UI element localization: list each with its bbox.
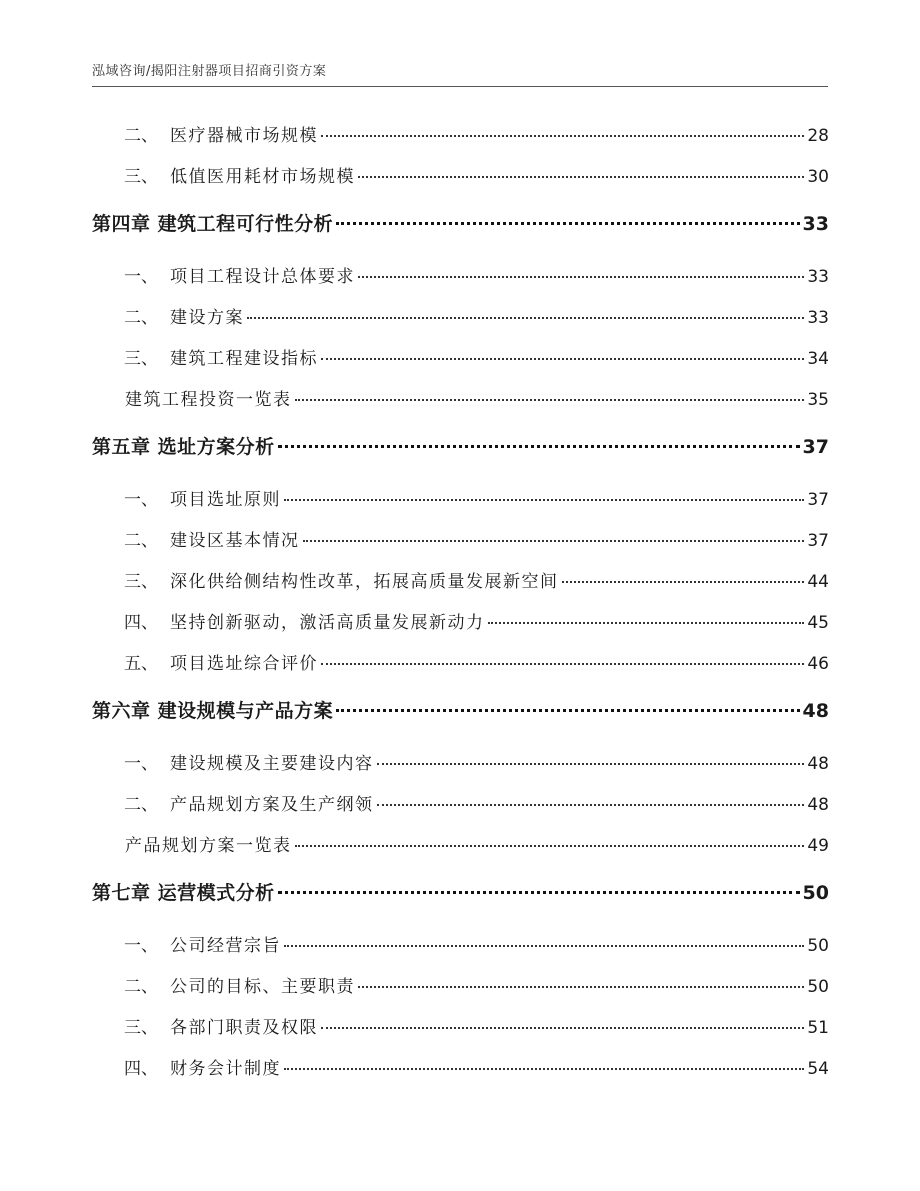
toc-entry-number: 一、 — [124, 267, 158, 287]
toc-chapter-entry[interactable] — [92, 421, 829, 480]
toc-dot-leader — [295, 845, 805, 847]
toc-entry-title — [92, 257, 355, 298]
page-header: 泓域咨询/揭阳注射器项目招商引资方案 — [92, 64, 327, 79]
toc-section-entry[interactable] — [92, 967, 829, 1008]
toc-dot-leader — [358, 176, 804, 178]
toc-entry-title — [92, 967, 355, 1008]
toc-entry-text: 建设方案 — [170, 308, 244, 328]
toc-entry-title — [92, 826, 292, 867]
toc-dot-leader — [358, 276, 804, 278]
toc-entry-text: 建筑工程投资一览表 — [125, 390, 292, 410]
toc-section-entry[interactable] — [92, 521, 829, 562]
toc-page-number: 50 — [802, 882, 829, 904]
toc-page-number: 30 — [807, 167, 829, 187]
toc-section-entry[interactable] — [92, 116, 829, 157]
toc-section-entry[interactable] — [92, 744, 829, 785]
toc-entry-number: 一、 — [124, 754, 158, 774]
toc-entry-title — [92, 1008, 318, 1049]
toc-dot-leader — [284, 499, 804, 501]
toc-entry-title — [92, 603, 485, 644]
toc-dot-leader — [295, 399, 805, 401]
toc-page-number: 46 — [807, 654, 829, 674]
toc-entry-text: 项目选址原则 — [170, 490, 281, 510]
toc-entry-number: 三、 — [124, 572, 158, 592]
toc-page-number: 37 — [807, 531, 829, 551]
toc-entry-number: 四、 — [124, 1059, 158, 1079]
toc-page-number: 33 — [802, 213, 829, 235]
toc-entry-text: 坚持创新驱动，激活高质量发展新动力 — [170, 613, 485, 633]
toc-entry-title — [92, 685, 333, 737]
toc-page-number: 48 — [807, 754, 829, 774]
toc-dot-leader — [336, 709, 799, 712]
toc-entry-text: 产品规划方案及生产纲领 — [170, 795, 374, 815]
toc-entry-text: 医疗器械市场规模 — [170, 126, 318, 146]
toc-dot-leader — [278, 445, 800, 448]
toc-entry-text: 建设区基本情况 — [170, 531, 300, 551]
toc-page-number: 35 — [807, 390, 829, 410]
toc-page-number: 51 — [807, 1018, 829, 1038]
toc-entry-title — [92, 421, 275, 473]
toc-dot-leader — [336, 222, 799, 225]
toc-section-entry[interactable] — [92, 157, 829, 198]
toc-entry-title — [92, 339, 318, 380]
header-divider — [92, 86, 828, 87]
toc-entry-text: 深化供给侧结构性改革，拓展高质量发展新空间 — [170, 572, 559, 592]
toc-entry-text: 第六章 建设规模与产品方案 — [92, 700, 334, 722]
toc-entry-title — [92, 644, 318, 685]
toc-entry-text: 建筑工程建设指标 — [170, 349, 318, 369]
toc-entry-text: 公司的目标、主要职责 — [170, 977, 355, 997]
toc-entry-number: 五、 — [124, 654, 158, 674]
toc-entry-number: 一、 — [124, 490, 158, 510]
toc-dot-leader — [358, 986, 804, 988]
toc-dot-leader — [562, 581, 805, 583]
toc-page-number: 48 — [807, 795, 829, 815]
toc-entry-text: 项目工程设计总体要求 — [170, 267, 355, 287]
toc-entry-number: 一、 — [124, 936, 158, 956]
toc-section-entry[interactable] — [92, 562, 829, 603]
toc-entry-text: 建设规模及主要建设内容 — [170, 754, 374, 774]
toc-entry-text: 财务会计制度 — [170, 1059, 281, 1079]
toc-dot-leader — [278, 891, 800, 894]
toc-dot-leader — [247, 317, 804, 319]
toc-entry-number: 二、 — [124, 977, 158, 997]
toc-entry-title — [92, 298, 244, 339]
toc-section-entry[interactable] — [92, 926, 829, 967]
toc-page-number: 37 — [807, 490, 829, 510]
toc-entry-title — [92, 926, 281, 967]
toc-page-number: 37 — [802, 436, 829, 458]
toc-entry-title — [92, 521, 300, 562]
toc-entry-number: 二、 — [124, 308, 158, 328]
toc-dot-leader — [321, 135, 804, 137]
toc-dot-leader — [284, 1068, 804, 1070]
toc-page-number: 45 — [807, 613, 829, 633]
toc-page-number: 33 — [807, 308, 829, 328]
toc-entry-text: 项目选址综合评价 — [170, 654, 318, 674]
toc-entry-number: 二、 — [124, 126, 158, 146]
toc-table-entry[interactable] — [92, 826, 829, 867]
toc-page-number: 44 — [807, 572, 829, 592]
toc-dot-leader — [377, 804, 805, 806]
toc-dot-leader — [488, 622, 805, 624]
toc-page-number: 28 — [807, 126, 829, 146]
toc-page-number: 34 — [807, 349, 829, 369]
toc-entry-number: 三、 — [124, 349, 158, 369]
toc-entry-title — [92, 198, 333, 250]
toc-dot-leader — [321, 358, 804, 360]
toc-entry-title — [92, 785, 374, 826]
toc-chapter-entry[interactable] — [92, 685, 829, 744]
toc-section-entry[interactable] — [92, 339, 829, 380]
toc-entry-number: 四、 — [124, 613, 158, 633]
toc-dot-leader — [377, 763, 805, 765]
toc-section-entry[interactable] — [92, 257, 829, 298]
toc-entry-title — [92, 744, 374, 785]
toc-page-number: 33 — [807, 267, 829, 287]
toc-entry-title — [92, 116, 318, 157]
toc-dot-leader — [303, 540, 805, 542]
toc-section-entry[interactable] — [92, 1049, 829, 1090]
toc-entry-text: 第五章 选址方案分析 — [92, 436, 275, 458]
toc-entry-title — [92, 1049, 281, 1090]
toc-entry-number: 二、 — [124, 531, 158, 551]
toc-section-entry[interactable] — [92, 785, 829, 826]
toc-dot-leader — [321, 663, 804, 665]
toc-section-entry[interactable] — [92, 298, 829, 339]
toc-entry-text: 第七章 运营模式分析 — [92, 882, 275, 904]
toc-entry-text: 各部门职责及权限 — [170, 1018, 318, 1038]
toc-page-number: 50 — [807, 977, 829, 997]
toc-entry-title — [92, 380, 292, 421]
toc-entry-text: 第四章 建筑工程可行性分析 — [92, 213, 334, 235]
toc-entry-title — [92, 562, 559, 603]
toc-table-entry[interactable] — [92, 380, 829, 421]
toc-entry-number: 三、 — [124, 1018, 158, 1038]
toc-page-number: 50 — [807, 936, 829, 956]
toc-page-number: 49 — [807, 836, 829, 856]
toc-section-entry[interactable] — [92, 644, 829, 685]
toc-dot-leader — [321, 1027, 804, 1029]
toc-entry-title — [92, 480, 281, 521]
toc-dot-leader — [284, 945, 804, 947]
toc-entry-number: 三、 — [124, 167, 158, 187]
toc-page-number: 54 — [807, 1059, 829, 1079]
toc-page-number: 48 — [802, 700, 829, 722]
toc-entry-title — [92, 157, 355, 198]
toc-section-entry[interactable] — [92, 1008, 829, 1049]
toc-entry-text: 产品规划方案一览表 — [125, 836, 292, 856]
toc-entry-text: 低值医用耗材市场规模 — [170, 167, 355, 187]
toc-section-entry[interactable] — [92, 480, 829, 521]
toc-chapter-entry[interactable] — [92, 198, 829, 257]
toc-entry-text: 公司经营宗旨 — [170, 936, 281, 956]
toc-entry-number: 二、 — [124, 795, 158, 815]
table-of-contents — [92, 116, 829, 1090]
toc-entry-title — [92, 867, 275, 919]
toc-chapter-entry[interactable] — [92, 867, 829, 926]
toc-section-entry[interactable] — [92, 603, 829, 644]
